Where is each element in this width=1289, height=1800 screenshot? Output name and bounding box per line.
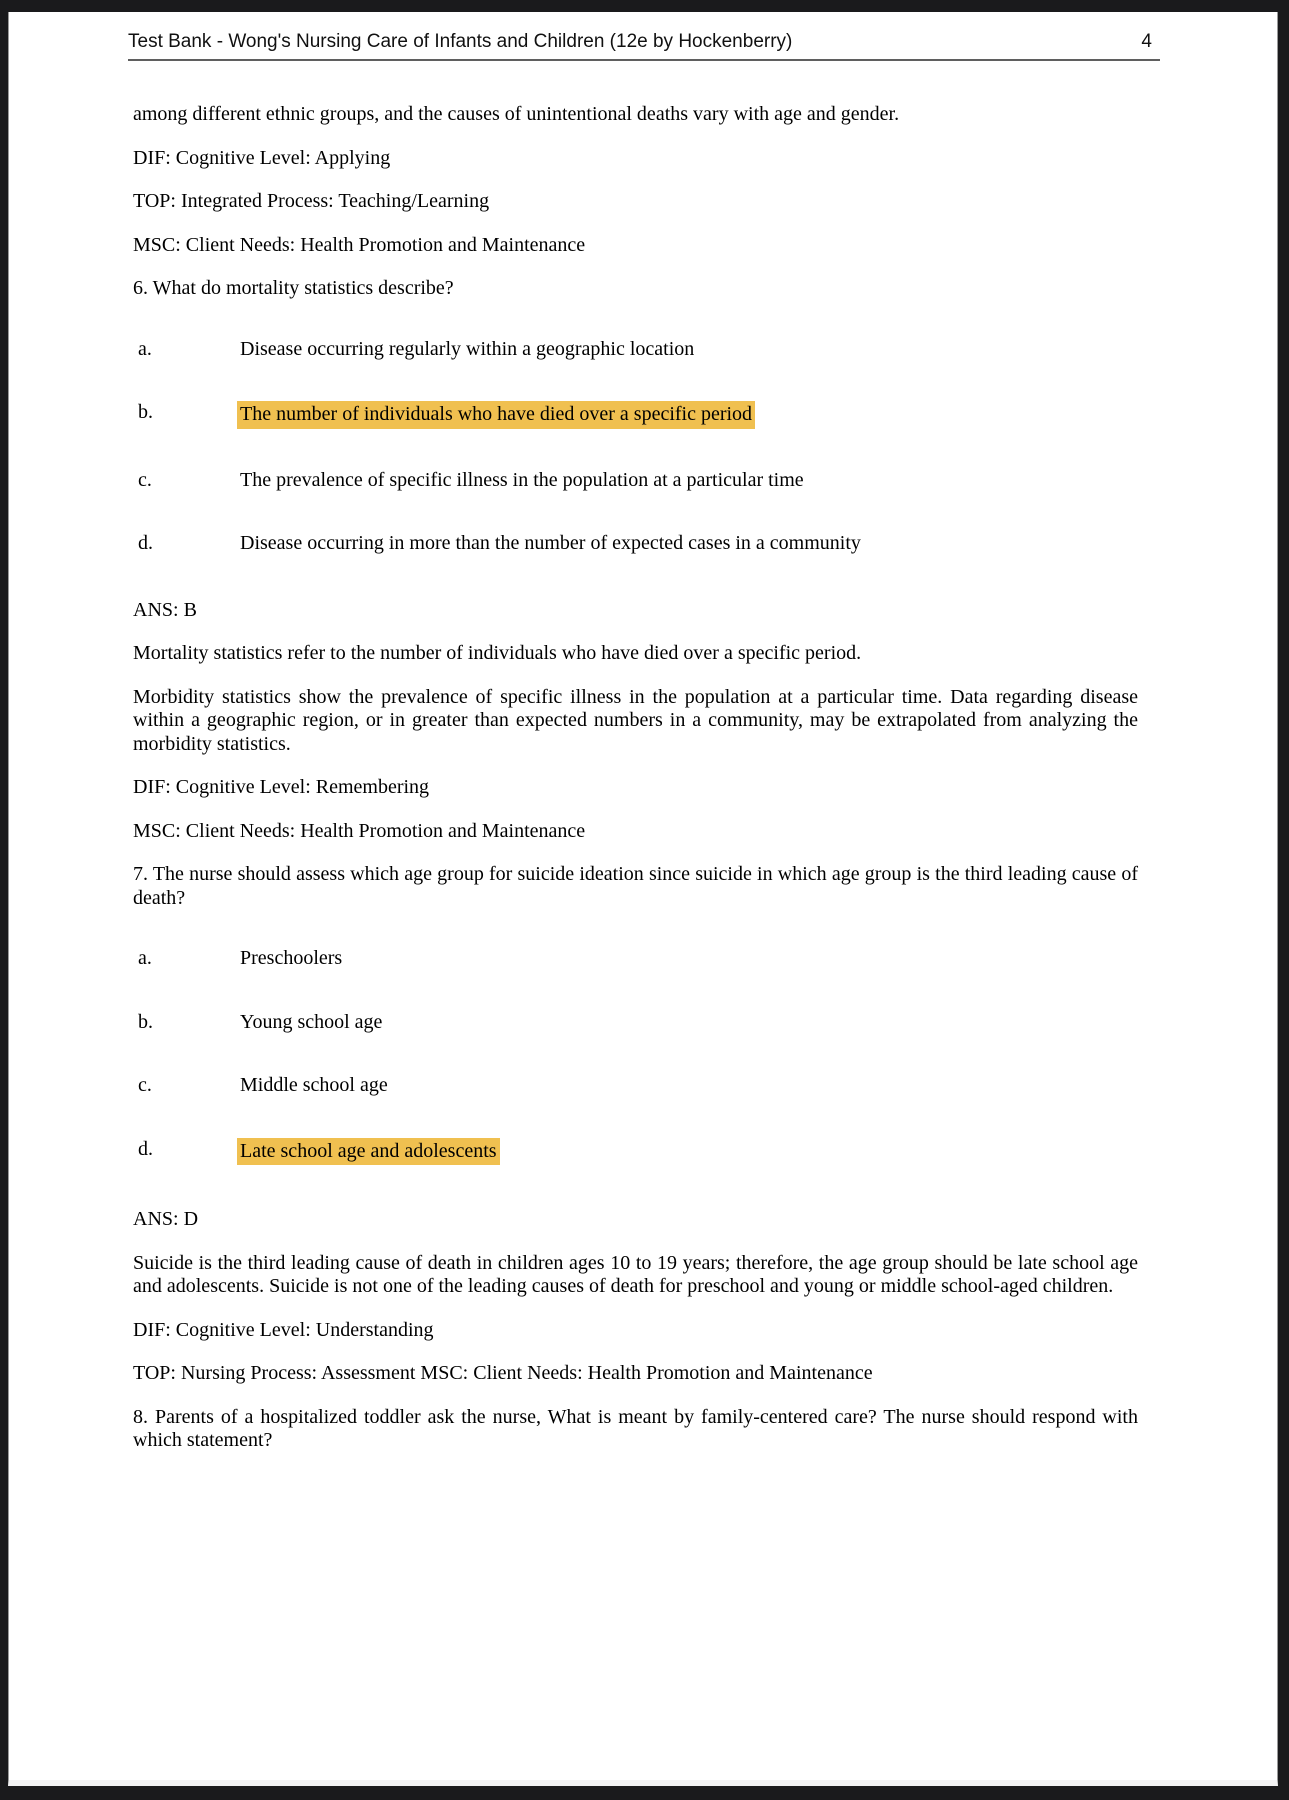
- question-6-options: [133, 338, 1138, 596]
- rationale-paragraph: Suicide is the third leading cause of death in children ages 10 to 19 years; therefore, the age group should be late school age and adolescents. Suicide is not one of the leading causes of death for preschool and young or middle school-aged children.: [133, 1251, 1138, 1297]
- page-header: [128, 30, 1160, 61]
- top-msc-line: TOP: Nursing Process: Assessment MSC: Client Needs: Health Promotion and Maintenance: [133, 1362, 873, 1384]
- document-page: [8, 12, 1278, 1786]
- option-row: [133, 947, 1138, 971]
- option-row: [133, 1138, 1138, 1166]
- option-letter: b.: [138, 401, 153, 423]
- document-content: [133, 103, 1138, 1473]
- continuation-paragraph: among different ethnic groups, and the causes of unintentional deaths vary with age and gender.: [133, 103, 900, 125]
- option-letter: d.: [138, 1137, 153, 1160]
- option-text: The prevalence of specific illness in the population at a particular time: [240, 468, 804, 491]
- option-text-highlighted-answer: Late school age and adolescents: [237, 1138, 500, 1166]
- option-row: [133, 469, 1138, 493]
- option-letter: c.: [138, 468, 152, 491]
- top-line: TOP: Integrated Process: Teaching/Learning: [133, 190, 490, 212]
- rationale-paragraph: Morbidity statistics show the prevalence of specific illness in the population at a particular time. Data regarding disease within a geographic region, or in greater than expected numbers in a community, may be extrapolated from analyzing the morbidity statistics.: [133, 685, 1138, 755]
- option-text: Middle school age: [240, 1074, 388, 1096]
- option-text: Preschoolers: [240, 947, 343, 969]
- option-letter: b.: [138, 1010, 153, 1033]
- option-letter: c.: [138, 1074, 152, 1096]
- header-title: Test Bank - Wong's Nursing Care of Infants and Children (12e by Hockenberry): [128, 31, 793, 52]
- option-letter: d.: [138, 532, 153, 554]
- ans-line: ANS: B: [133, 598, 197, 621]
- option-row: [133, 338, 1138, 362]
- rationale-paragraph: Mortality statistics refer to the number of individuals who have died over a specific period.: [133, 642, 862, 664]
- option-text-highlighted-answer: The number of individuals who have died over a specific period: [237, 401, 755, 429]
- option-row: [133, 532, 1138, 556]
- page-number: 4: [1141, 31, 1152, 52]
- ans-line: ANS: D: [133, 1208, 199, 1230]
- option-row: [133, 1011, 1138, 1035]
- msc-line: MSC: Client Needs: Health Promotion and Maintenance: [133, 233, 586, 256]
- option-row: [133, 1074, 1138, 1098]
- option-letter: a.: [138, 337, 152, 360]
- option-text: Young school age: [240, 1010, 383, 1033]
- option-text: Disease occurring in more than the number of expected cases in a community: [240, 532, 861, 554]
- dif-line: DIF: Cognitive Level: Remembering: [133, 776, 430, 798]
- question-6-text: 6. What do mortality statistics describe?: [133, 277, 454, 299]
- msc-line: MSC: Client Needs: Health Promotion and Maintenance: [133, 819, 586, 842]
- question-7-text: 7. The nurse should assess which age group for suicide ideation since suicide in which age group is the third leading cause of death?: [133, 863, 1138, 909]
- option-row: [133, 401, 1138, 429]
- question-8-text: 8. Parents of a hospitalized toddler ask the nurse, What is meant by family-centered care? The nurse should respond with which statement?: [133, 1405, 1138, 1451]
- dif-line: DIF: Cognitive Level: Understanding: [133, 1318, 434, 1341]
- question-7-options: [133, 947, 1138, 1205]
- option-letter: a.: [138, 947, 152, 969]
- option-text: Disease occurring regularly within a geographic location: [240, 337, 695, 360]
- dif-line: DIF: Cognitive Level: Applying: [133, 146, 391, 169]
